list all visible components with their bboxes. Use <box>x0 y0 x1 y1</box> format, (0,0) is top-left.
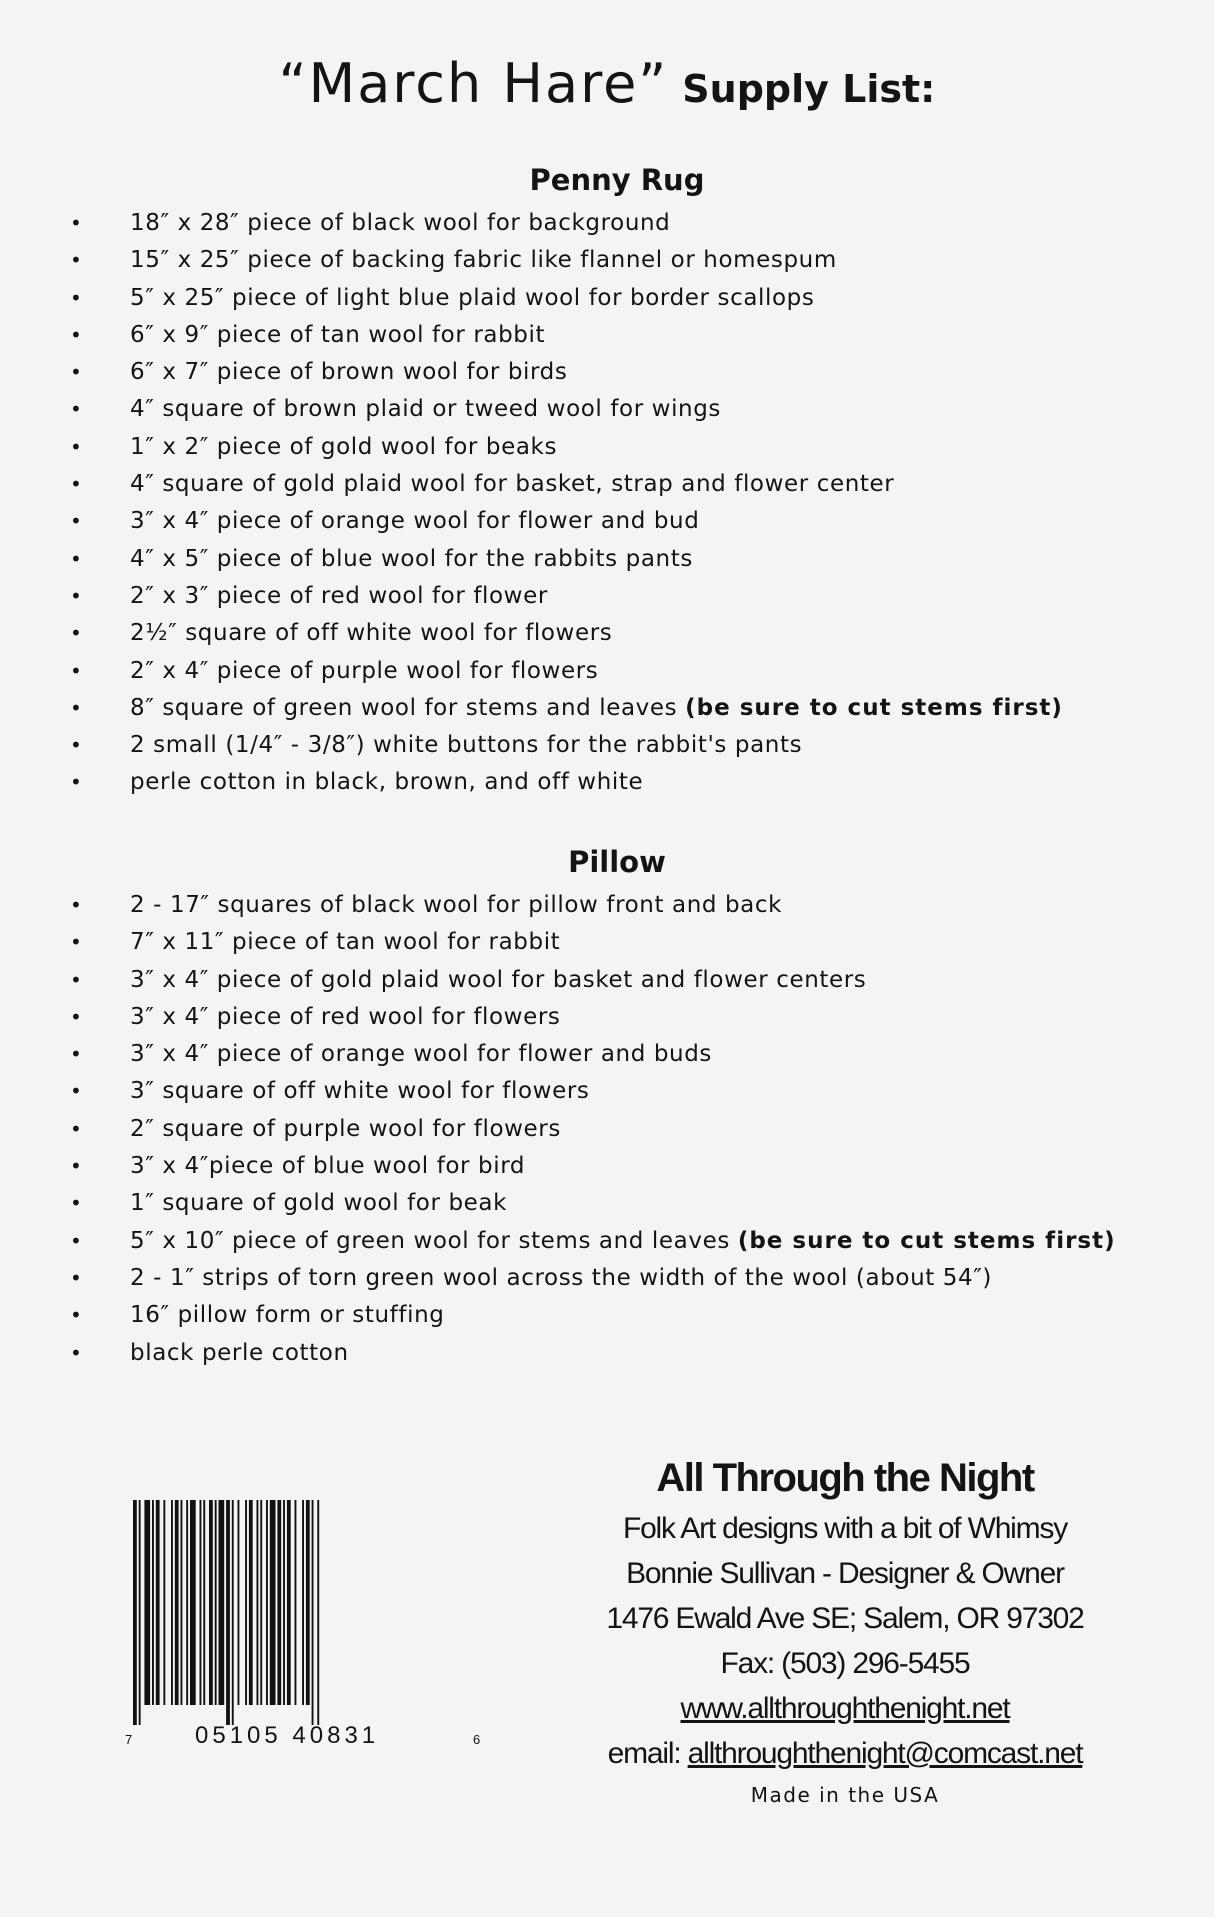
barcode-digits: 05105 40831 <box>195 1722 380 1749</box>
barcode-bar <box>144 1500 150 1705</box>
company-address: 1476 Ewald Ave SE; Salem, OR 97302 <box>606 1602 1084 1635</box>
item-text: 2″ square of purple wool for flowers <box>130 1115 561 1142</box>
list-item <box>70 354 1063 391</box>
item-note: (be sure to cut stems first) <box>685 694 1063 721</box>
barcode-bar <box>215 1500 217 1705</box>
item-text: 16″ pillow form or stuffing <box>130 1302 445 1329</box>
list-item <box>70 317 1063 354</box>
item-text: 8″ square of green wool for stems and leaves <box>130 694 678 721</box>
barcode-bar <box>238 1500 240 1705</box>
item-text: 2 small (1/4″ - 3/8″) white buttons for the rabbit's pants <box>130 732 803 759</box>
barcode-bar <box>245 1500 247 1705</box>
item-text: 3″ x 4″piece of blue wool for bird <box>130 1153 526 1180</box>
list-item <box>70 1073 1116 1110</box>
company-fax: Fax: (503) 296-5455 <box>720 1647 970 1680</box>
item-text: perle cotton in black, brown, and off white <box>130 769 644 796</box>
title-main: “March Hare” <box>278 52 669 115</box>
barcode-bars <box>125 1500 465 1730</box>
email-label: email: <box>607 1737 681 1770</box>
item-text: black perle cotton <box>130 1339 349 1366</box>
item-text: 2 - 17″ squares of black wool for pillow front and back <box>130 892 783 918</box>
barcode-bar <box>266 1500 268 1705</box>
barcode-bar <box>186 1500 188 1705</box>
item-text: 2 - 1″ strips of torn green wool across the width of the wool (about 54″) <box>130 1264 993 1291</box>
title-sub: Supply List: <box>682 67 936 111</box>
barcode-bar <box>226 1500 230 1725</box>
pillow-supply-list <box>70 887 1116 1372</box>
barcode-bar <box>232 1500 234 1725</box>
made-in-usa: Made in the USA <box>750 1783 940 1807</box>
barcode-bar <box>260 1500 262 1705</box>
list-item <box>70 466 1063 503</box>
barcode-bar <box>209 1500 213 1705</box>
pillow-heading: Pillow <box>568 845 666 879</box>
barcode-bar <box>283 1500 285 1705</box>
list-item <box>70 1335 1116 1372</box>
list-item <box>70 690 1063 727</box>
barcode-bar <box>190 1500 196 1705</box>
list-item <box>70 653 1063 690</box>
barcode-bar <box>156 1500 160 1705</box>
list-item <box>70 503 1063 540</box>
item-text: 2″ x 4″ piece of purple wool for flowers <box>130 657 599 684</box>
list-item <box>70 280 1063 317</box>
company-email-line <box>545 1731 1145 1776</box>
barcode-bar <box>270 1500 276 1705</box>
company-tagline: Folk Art designs with a bit of Whimsy <box>622 1512 1068 1545</box>
barcode-bar <box>257 1500 259 1705</box>
barcode-bar <box>287 1500 291 1705</box>
barcode-bar <box>200 1500 202 1705</box>
barcode-bar <box>302 1500 304 1705</box>
barcode-bar <box>277 1500 281 1705</box>
barcode-bar <box>152 1500 154 1705</box>
barcode-bar <box>139 1500 141 1725</box>
list-item <box>70 578 1063 615</box>
item-text: 3″ x 4″ piece of orange wool for flower and bud <box>130 508 700 535</box>
item-text: 2″ x 3″ piece of red wool for flower <box>130 582 548 609</box>
barcode-bar <box>163 1500 165 1705</box>
barcode-bar <box>133 1500 137 1725</box>
item-text: 6″ x 7″ piece of brown wool for birds <box>130 359 568 386</box>
list-item <box>70 1111 1116 1148</box>
list-item <box>70 727 1063 764</box>
list-item <box>70 1148 1116 1185</box>
item-text: 3″ x 4″ piece of orange wool for flower and buds <box>130 1041 713 1068</box>
page-title <box>0 52 1214 115</box>
list-item <box>70 1260 1116 1297</box>
list-item <box>70 962 1116 999</box>
barcode-bar <box>171 1500 173 1705</box>
barcode <box>125 1500 485 1760</box>
penny-rug-supply-list <box>70 205 1063 802</box>
item-text: 3″ x 4″ piece of red wool for flowers <box>130 1003 561 1030</box>
list-item <box>70 1223 1116 1260</box>
item-text: 15″ x 25″ piece of backing fabric like flannel or homespum <box>130 247 837 274</box>
item-text: 3″ x 4″ piece of gold plaid wool for basket and flower centers <box>130 966 867 993</box>
item-text: 2½″ square of off white wool for flowers <box>130 620 613 647</box>
item-text: 4″ x 5″ piece of blue wool for the rabbits pants <box>130 545 693 572</box>
item-note: (be sure to cut stems first) <box>737 1227 1116 1254</box>
penny-rug-heading: Penny Rug <box>529 163 705 197</box>
list-item <box>70 391 1063 428</box>
list-item <box>70 242 1063 279</box>
item-text: 7″ x 11″ piece of tan wool for rabbit <box>130 929 561 956</box>
barcode-bar <box>249 1500 253 1705</box>
list-item <box>70 205 1063 242</box>
item-text: 1″ x 2″ piece of gold wool for beaks <box>130 433 558 460</box>
barcode-bar <box>181 1500 183 1705</box>
item-text: 3″ square of off white wool for flowers <box>130 1078 590 1105</box>
list-item <box>70 615 1063 652</box>
barcode-bar <box>312 1500 314 1725</box>
barcode-bar <box>175 1500 179 1705</box>
list-item <box>70 924 1116 961</box>
list-item <box>70 1185 1116 1222</box>
barcode-bar <box>317 1500 319 1725</box>
barcode-bar <box>203 1500 205 1705</box>
item-text: 5″ x 25″ piece of light blue plaid wool for border scallops <box>130 284 815 311</box>
list-item <box>70 541 1063 578</box>
barcode-bar <box>306 1500 310 1705</box>
company-email-link[interactable]: allthroughthenight@comcast.net <box>687 1737 1083 1770</box>
item-text: 18″ x 28″ piece of black wool for background <box>130 210 671 236</box>
item-text: 1″ square of gold wool for beak <box>130 1190 508 1217</box>
item-text: 5″ x 10″ piece of green wool for stems and leaves <box>130 1227 730 1254</box>
company-owner: Bonnie Sullivan - Designer & Owner <box>626 1557 1064 1590</box>
list-item <box>70 887 1116 924</box>
company-info <box>545 1450 1145 1814</box>
barcode-bar <box>295 1500 297 1705</box>
item-text: 4″ square of gold plaid wool for basket, strap and flower center <box>130 471 895 498</box>
company-name: All Through the Night <box>656 1456 1034 1500</box>
barcode-bar <box>219 1500 225 1705</box>
barcode-right-digit: 6 <box>473 1732 481 1747</box>
list-item <box>70 1036 1116 1073</box>
item-text: 6″ x 9″ piece of tan wool for rabbit <box>130 321 546 348</box>
list-item <box>70 429 1063 466</box>
item-text: 4″ square of brown plaid or tweed wool for wings <box>130 396 722 423</box>
company-website-link[interactable]: www.allthroughthenight.net <box>680 1692 1010 1725</box>
list-item <box>70 764 1063 801</box>
list-item <box>70 999 1116 1036</box>
barcode-left-digit: 7 <box>125 1732 133 1747</box>
list-item <box>70 1297 1116 1334</box>
